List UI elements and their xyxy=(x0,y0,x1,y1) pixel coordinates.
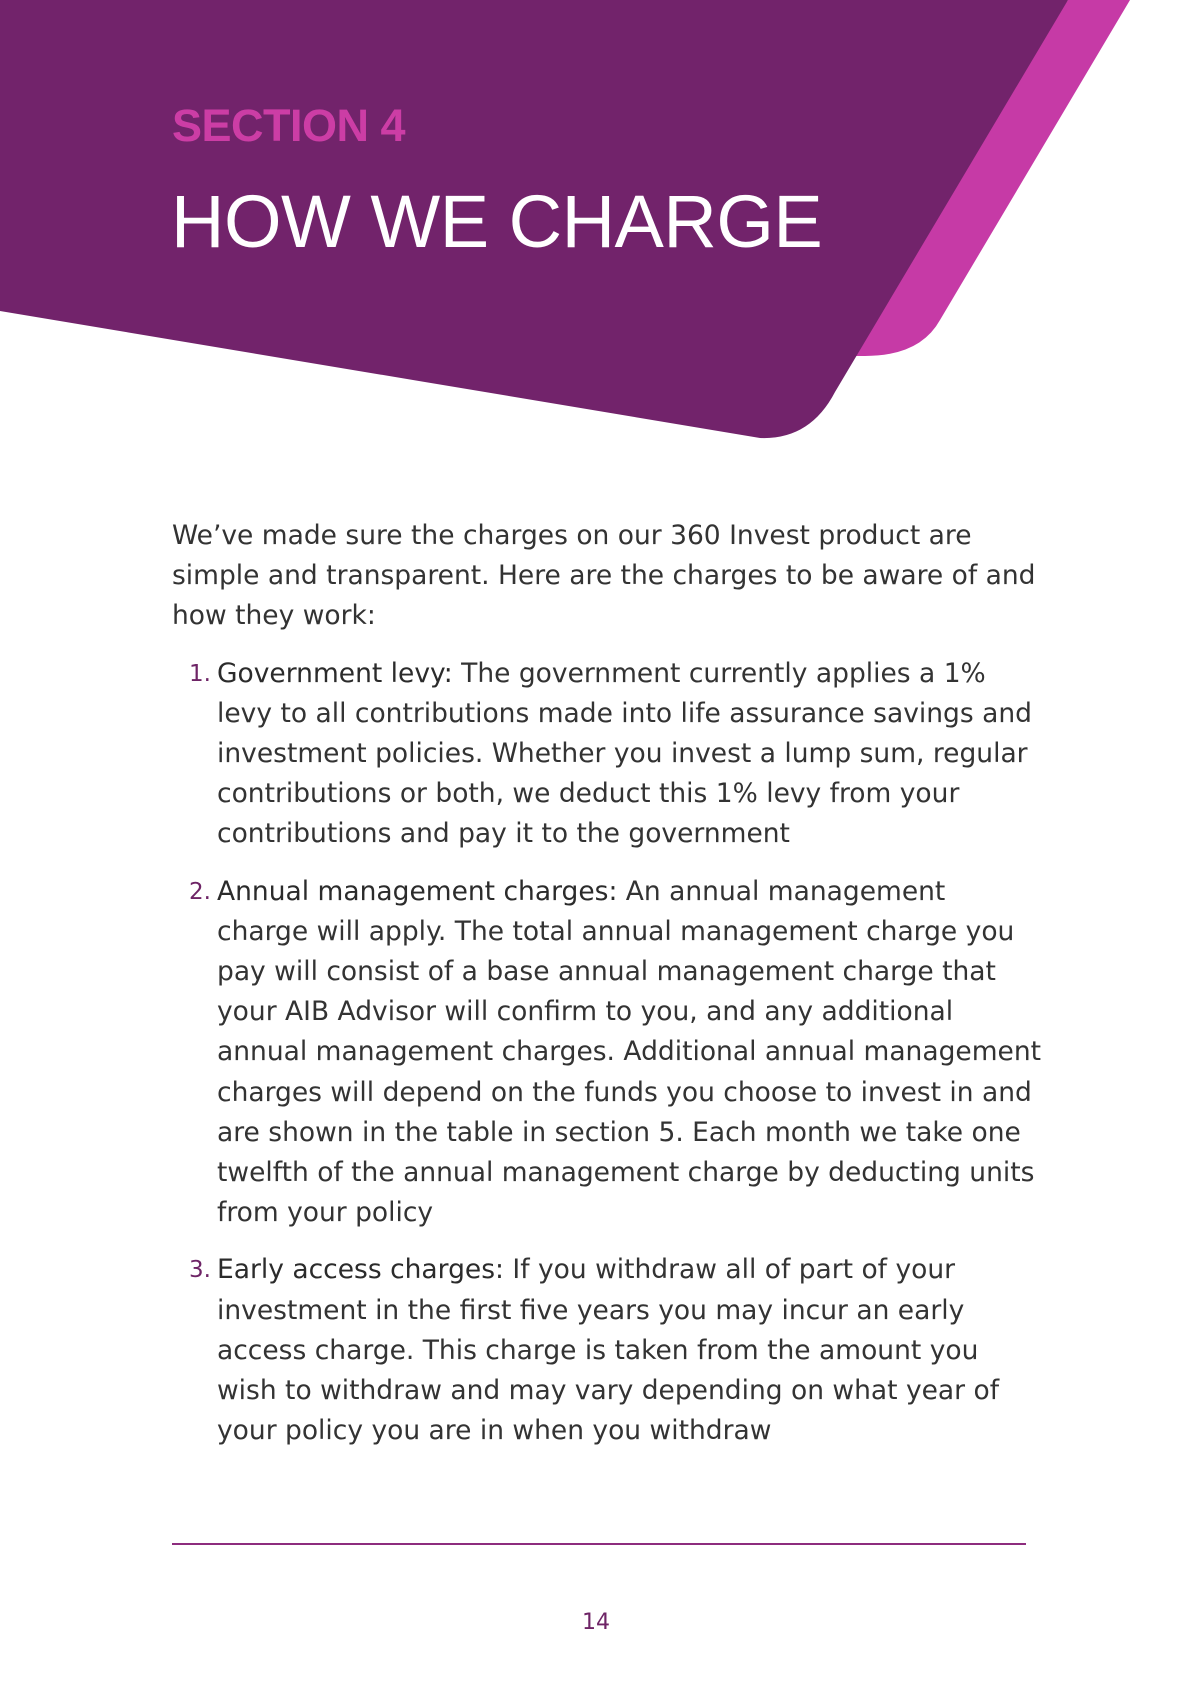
main-content xyxy=(172,516,1042,1468)
list-item-early-access-charges xyxy=(172,1250,1042,1451)
page-title: HOW WE CHARGE xyxy=(171,180,823,263)
list-item-government-levy xyxy=(172,654,1042,855)
footer-divider xyxy=(172,1543,1026,1545)
list-item-annual-management-charges xyxy=(172,872,1042,1234)
list-item-heading: Government levy: xyxy=(217,657,453,689)
intro-paragraph: We’ve made sure the charges on our 360 Invest product are simple and transparent. Here are the charges to be aware of and how they work: xyxy=(172,520,1036,632)
list-item-number: 3. xyxy=(189,1257,211,1284)
list-item-number: 2. xyxy=(189,878,211,905)
list-item-text: The government currently applies a 1% levy to all contributions made into life assurance savings and investment policies. Whether you invest a lump sum, regular contributions or both, we deduct this 1% levy from your contributions and pay it to the government xyxy=(217,657,1032,850)
list-item-text: If you withdraw all of part of your investment in the first five years you may incur an early access charge. This charge is taken from the amount you wish to withdraw and may vary depending on what year of your policy you are in when you withdraw xyxy=(217,1254,1000,1447)
section-label: SECTION 4 xyxy=(172,100,406,151)
list-item-heading: Annual management charges: xyxy=(217,875,618,907)
page-number: 14 xyxy=(582,1610,610,1635)
charges-list xyxy=(172,654,1042,1452)
list-item-number: 1. xyxy=(189,660,211,687)
list-item-heading: Early access charges: xyxy=(217,1254,504,1286)
list-item-text: An annual management charge will apply. The total annual management charge you pay will consist of a base annual management charge that your AIB Advisor will confirm to you, and any additional annual management charges. Additional annual management charges will depend on the funds you choose to invest in and are shown in the table in section 5. Each month we take one twelfth of the annual management charge by deducting units from your policy xyxy=(217,875,1042,1229)
